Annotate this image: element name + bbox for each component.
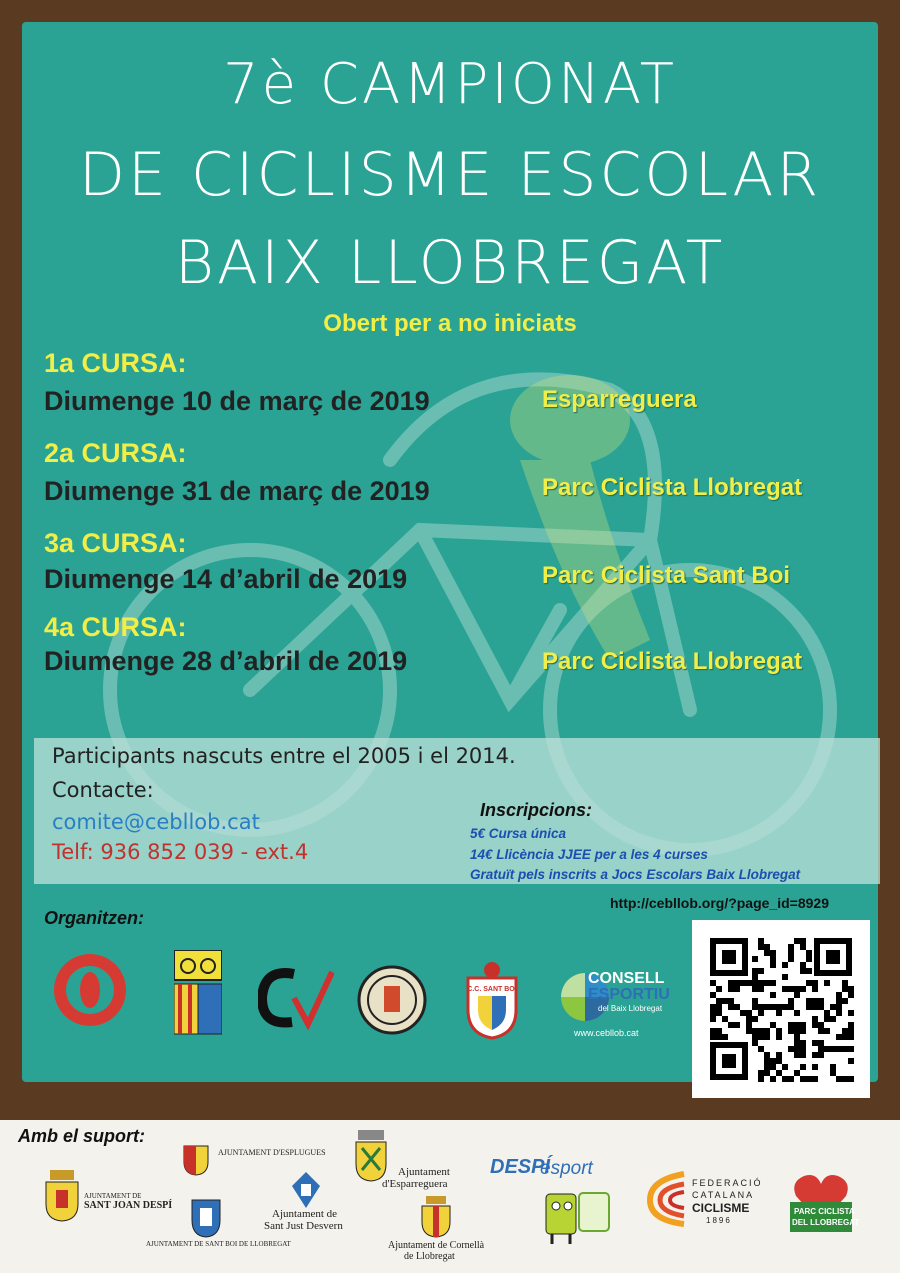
qr-module: [788, 1028, 794, 1034]
qr-module: [758, 1028, 764, 1034]
qr-module: [728, 998, 734, 1004]
qr-module: [800, 968, 806, 974]
qr-module: [722, 998, 728, 1004]
qr-module: [794, 1070, 800, 1076]
qr-module: [812, 998, 818, 1004]
qr-module: [824, 1010, 830, 1016]
qr-module: [752, 986, 758, 992]
qr-module: [800, 1028, 806, 1034]
qr-module: [842, 998, 848, 1004]
title-line-3: BAIX LLOBREGAT: [174, 228, 726, 298]
qr-module: [734, 980, 740, 986]
title-line-2: DE CICLISME ESCOLAR: [78, 140, 822, 210]
qr-module: [758, 1070, 764, 1076]
qr-module: [794, 1028, 800, 1034]
qr-module: [806, 968, 812, 974]
sant-boi-text: AJUNTAMENT DE SANT BOI DE LLOBREGAT: [146, 1240, 291, 1248]
sant-just-emblem: [290, 1170, 322, 1210]
qr-module: [746, 1016, 752, 1022]
qr-module: [716, 1004, 722, 1010]
qr-module: [752, 980, 758, 986]
despi-text: DESPÍ: [490, 1156, 551, 1178]
consell-line-3: del Baix Llobregat: [598, 1004, 663, 1013]
organizers-label: Organitzen:: [44, 908, 145, 928]
fcc-logo: [644, 1170, 690, 1228]
qr-module: [716, 1034, 722, 1040]
qr-module: [818, 1022, 824, 1028]
subtitle: Obert per a no iniciats: [323, 310, 577, 337]
qr-module: [794, 938, 800, 944]
qr-module: [764, 1052, 770, 1058]
qr-module: [776, 1070, 782, 1076]
race-4-date: Diumenge 28 d’abril de 2019: [44, 646, 408, 676]
contact-email-link[interactable]: comite@cebllob.cat: [52, 810, 260, 834]
inscription-line-3: Gratuït pels inscrits a Jocs Escolars Baix Llobregat: [470, 867, 801, 882]
qr-module: [812, 1076, 818, 1082]
qr-module: [770, 1076, 776, 1082]
qr-module: [794, 1022, 800, 1028]
support-label: Amb el suport:: [18, 1126, 146, 1146]
qr-module: [848, 1058, 854, 1064]
qr-module: [764, 1070, 770, 1076]
fcc-text-2: CATALANA: [692, 1190, 755, 1200]
qr-module: [848, 1028, 854, 1034]
qr-module: [824, 1046, 830, 1052]
cornella-text-1: Ajuntament de Cornellà: [388, 1240, 485, 1251]
qr-module: [770, 980, 776, 986]
qr-module: [752, 1004, 758, 1010]
qr-module: [794, 1052, 800, 1058]
qr-module: [818, 1046, 824, 1052]
qr-module: [788, 1076, 794, 1082]
qr-module: [794, 1034, 800, 1040]
qr-module: [836, 1004, 842, 1010]
participants-text: Participants nascuts entre el 2005 i el 2014.: [52, 744, 516, 768]
qr-module: [752, 974, 758, 980]
joc-verd-badge: [578, 1192, 610, 1232]
fcc-text-1: FEDERACIÓ: [692, 1178, 763, 1188]
qr-module: [782, 974, 788, 980]
fcc-text-3: CICLISME: [692, 1201, 750, 1215]
qr-module: [806, 980, 812, 986]
qr-module: [830, 1016, 836, 1022]
qr-module: [710, 1016, 716, 1022]
cc-sant-boi-text: C.C. SANT BOI: [467, 986, 517, 993]
qr-module: [752, 968, 758, 974]
qr-module: [848, 986, 854, 992]
inscriptions-title: Inscripcions:: [480, 800, 593, 820]
qr-module: [782, 1076, 788, 1082]
qr-module: [746, 980, 752, 986]
qr-module: [812, 986, 818, 992]
qr-module: [848, 992, 854, 998]
cv-logo: [258, 968, 334, 1030]
club-ciclista-logo: [50, 950, 130, 1030]
qr-module: [812, 980, 818, 986]
qr-module: [746, 1010, 752, 1016]
qr-module: [836, 1034, 842, 1040]
qr-module: [728, 1004, 734, 1010]
wheel-club-logo: [356, 964, 428, 1036]
qr-module: [716, 986, 722, 992]
esparreguera-text-2: d'Esparreguera: [382, 1178, 448, 1190]
qr-module: [716, 998, 722, 1004]
race-2-date: Diumenge 31 de març de 2019: [44, 476, 430, 506]
qr-module: [734, 1004, 740, 1010]
qr-module: [824, 1028, 830, 1034]
qr-module: [758, 1004, 764, 1010]
qr-module: [818, 1028, 824, 1034]
qr-module: [758, 1046, 764, 1052]
qr-module: [722, 1034, 728, 1040]
esparreguera-shield: [354, 1130, 388, 1182]
qr-module: [806, 950, 812, 956]
qr-module: [752, 1016, 758, 1022]
qr-module: [752, 1034, 758, 1040]
qr-module: [794, 986, 800, 992]
qr-module: [794, 992, 800, 998]
qr-module: [794, 1046, 800, 1052]
race-2-label: 2a CURSA:: [44, 438, 187, 468]
qr-module: [800, 1046, 806, 1052]
qr-module: [716, 1028, 722, 1034]
race-4-place: Parc Ciclista Llobregat: [542, 648, 803, 675]
qr-module: [812, 1004, 818, 1010]
qr-module: [758, 938, 764, 944]
qr-module: [800, 1064, 806, 1070]
qr-module: [764, 1034, 770, 1040]
qr-module: [740, 980, 746, 986]
race-3-date: Diumenge 14 d’abril de 2019: [44, 564, 408, 594]
qr-module: [830, 1046, 836, 1052]
qr-module: [848, 1034, 854, 1040]
qr-module: [836, 1046, 842, 1052]
parc-text-1: PARC CICLISTA: [794, 1207, 855, 1216]
qr-module: [740, 1010, 746, 1016]
qr-module: [782, 1004, 788, 1010]
qr-module: [788, 1046, 794, 1052]
qr-module: [752, 1028, 758, 1034]
qr-module: [758, 1076, 764, 1082]
qr-module: [842, 980, 848, 986]
qr-module: [776, 1052, 782, 1058]
qr-module: [752, 956, 758, 962]
qr-module: [758, 1034, 764, 1040]
qr-module: [806, 956, 812, 962]
cornella-shield: [420, 1196, 452, 1238]
qr-module: [764, 950, 770, 956]
inscription-line-1: 5€ Cursa única: [470, 826, 567, 841]
qr-module: [836, 1076, 842, 1082]
qr-module: [800, 938, 806, 944]
qr-module: [770, 962, 776, 968]
qr-module: [824, 1016, 830, 1022]
qr-module: [752, 1040, 758, 1046]
qr-module: [788, 1022, 794, 1028]
qr-module: [776, 1028, 782, 1034]
qr-module: [776, 1010, 782, 1016]
qr-module: [788, 956, 794, 962]
qr-module: [752, 998, 758, 1004]
qr-module: [800, 1052, 806, 1058]
qr-module: [836, 1010, 842, 1016]
qr-module: [764, 1058, 770, 1064]
fcc-text-4: 1896: [706, 1216, 732, 1225]
qr-module: [842, 1034, 848, 1040]
qr-module: [848, 1076, 854, 1082]
sant-boi-shield: [190, 1196, 222, 1238]
qr-module: [800, 1022, 806, 1028]
esplugues-text: AJUNTAMENT D'ESPLUGUES: [218, 1148, 326, 1157]
qr-module: [758, 1010, 764, 1016]
qr-module: [830, 1004, 836, 1010]
qr-module: [770, 950, 776, 956]
qr-module: [788, 944, 794, 950]
qr-module: [794, 1010, 800, 1016]
consell-line-1: CONSELL: [588, 970, 665, 987]
qr-module: [776, 1004, 782, 1010]
qr-module: [770, 1058, 776, 1064]
qr-module: [800, 986, 806, 992]
qr-module: [710, 1028, 716, 1034]
cc-sant-boi-shield: [464, 960, 520, 1040]
qr-module: [812, 1016, 818, 1022]
qr-module: [764, 944, 770, 950]
registration-url-link[interactable]: http://cebllob.org/?page_id=8929: [610, 895, 829, 911]
race-4-label: 4a CURSA:: [44, 612, 187, 642]
qr-module: [758, 968, 764, 974]
esparreguera-text-1: Ajuntament: [398, 1166, 450, 1178]
qr-module: [806, 1076, 812, 1082]
qr-module: [710, 1010, 716, 1016]
qr-module: [788, 950, 794, 956]
qr-module: [806, 998, 812, 1004]
qr-module: [770, 956, 776, 962]
race-3-place: Parc Ciclista Sant Boi: [542, 562, 791, 589]
qr-module: [746, 1022, 752, 1028]
qr-module: [746, 1028, 752, 1034]
qr-module: [776, 1058, 782, 1064]
race-2-place: Parc Ciclista Llobregat: [542, 474, 803, 501]
qr-module: [764, 1004, 770, 1010]
qr-module: [728, 1022, 734, 1028]
contact-phone: Telf: 936 852 039 - ext.4: [52, 840, 309, 864]
qr-module: [848, 1046, 854, 1052]
qr-module: [788, 1004, 794, 1010]
qr-module: [818, 1052, 824, 1058]
sant-joan-text-1: AJUNTAMENT DE: [84, 1192, 142, 1200]
qr-module: [818, 998, 824, 1004]
qr-module: [818, 1040, 824, 1046]
qr-module: [812, 1040, 818, 1046]
race-1-place: Esparreguera: [542, 386, 697, 413]
qr-module: [848, 1022, 854, 1028]
qr-module: [782, 962, 788, 968]
qr-module: [848, 1010, 854, 1016]
sant-joan-despi-shield: [44, 1170, 80, 1222]
qr-module: [842, 1076, 848, 1082]
qr-module: [734, 986, 740, 992]
qr-module: [770, 1022, 776, 1028]
qr-module: [800, 944, 806, 950]
qr-module: [812, 1052, 818, 1058]
qr-module: [770, 1004, 776, 1010]
sant-just-text-2: Sant Just Desvern: [264, 1220, 343, 1232]
qr-module: [830, 1070, 836, 1076]
qr-module: [734, 1022, 740, 1028]
parc-text-2: DEL LLOBREGAT: [792, 1218, 860, 1227]
qr-module: [710, 1034, 716, 1040]
qr-module: [788, 986, 794, 992]
qr-code-image: [692, 920, 870, 1098]
qr-module: [722, 1016, 728, 1022]
qr-module: [806, 1004, 812, 1010]
qr-module: [830, 1064, 836, 1070]
consell-line-2: ESPORTIU: [588, 986, 670, 1003]
qr-module: [716, 1010, 722, 1016]
sant-joan-text-2: SANT JOAN DESPÍ: [84, 1200, 173, 1211]
qr-module: [764, 1028, 770, 1034]
qr-module: [782, 986, 788, 992]
qr-module: [812, 1022, 818, 1028]
qr-module: [842, 986, 848, 992]
cornella-text-2: de Llobregat: [404, 1251, 455, 1262]
qr-module: [764, 1064, 770, 1070]
qr-module: [776, 1034, 782, 1040]
qr-module: [794, 1040, 800, 1046]
qr-module: [800, 1076, 806, 1082]
qr-module: [728, 986, 734, 992]
qr-module: [758, 980, 764, 986]
qr-module: [836, 992, 842, 998]
qr-module: [788, 998, 794, 1004]
qr-module: [824, 980, 830, 986]
qr-module: [842, 1028, 848, 1034]
qr-module: [710, 1004, 716, 1010]
qr-module: [770, 1064, 776, 1070]
qr-module: [782, 1064, 788, 1070]
qr-module: [710, 992, 716, 998]
penya-ciclista-shield: [174, 950, 222, 1036]
qr-module: [770, 992, 776, 998]
qr-module: [842, 1046, 848, 1052]
sant-just-text-1: Ajuntament de: [272, 1208, 338, 1220]
esplugues-shield: [182, 1140, 210, 1176]
qr-module: [800, 1040, 806, 1046]
qr-module: [818, 1004, 824, 1010]
qr-module: [728, 980, 734, 986]
qr-module: [812, 1064, 818, 1070]
qr-module: [758, 986, 764, 992]
race-1-date: Diumenge 10 de març de 2019: [44, 386, 430, 416]
contact-label: Contacte:: [52, 778, 154, 802]
qr-code[interactable]: [692, 920, 870, 1098]
qr-module: [710, 980, 716, 986]
consell-url: www.cebllob.cat: [574, 1028, 639, 1038]
qr-module: [800, 962, 806, 968]
qr-module: [836, 998, 842, 1004]
inscription-line-2: 14€ Llicència JJEE per a les 4 curses: [470, 847, 708, 862]
race-1-label: 1a CURSA:: [44, 348, 187, 378]
joc-net-mascot: [542, 1186, 582, 1246]
esport-text: esport: [540, 1158, 593, 1179]
title-line-1: 7è CAMPIONAT: [222, 52, 678, 117]
qr-module: [764, 980, 770, 986]
race-3-label: 3a CURSA:: [44, 528, 187, 558]
qr-module: [758, 944, 764, 950]
